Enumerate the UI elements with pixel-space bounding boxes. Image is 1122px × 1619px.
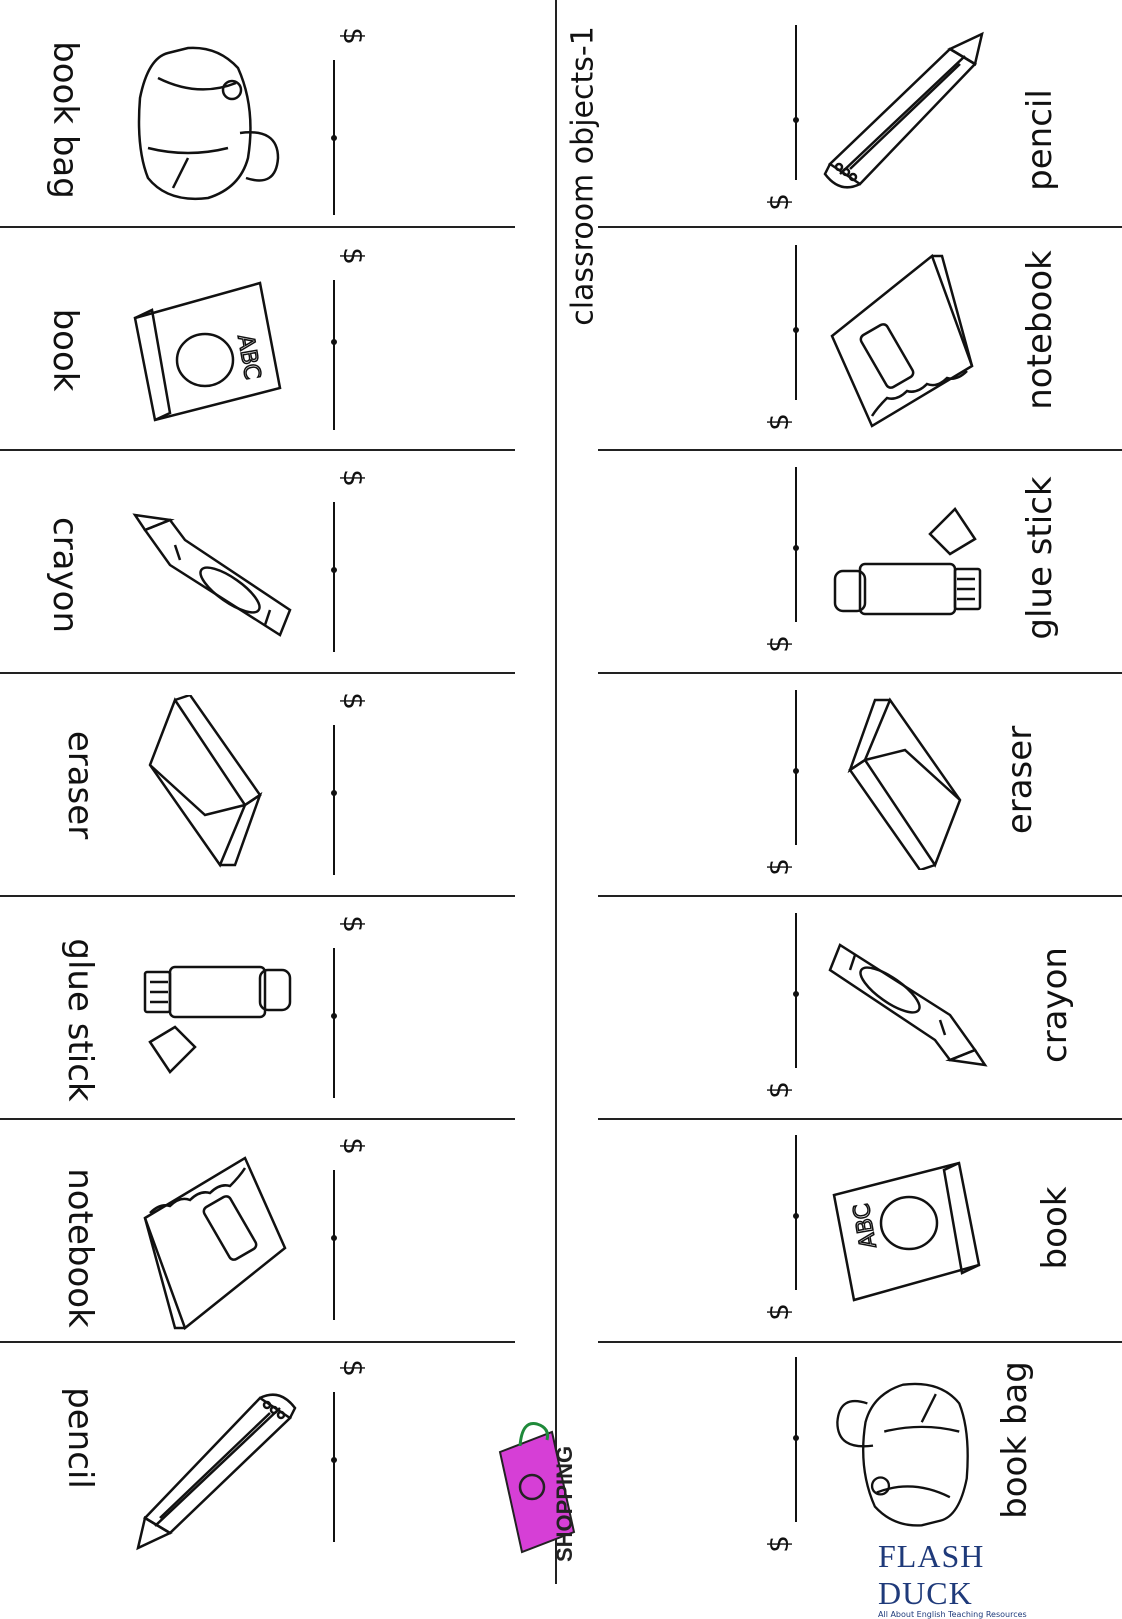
divider bbox=[598, 449, 1122, 451]
brand-logo bbox=[878, 1538, 1078, 1619]
price-tag bbox=[330, 908, 370, 1108]
divider bbox=[598, 1118, 1122, 1120]
price-tag bbox=[760, 1352, 800, 1562]
svg-text:$: $ bbox=[337, 915, 370, 933]
divider bbox=[0, 226, 515, 228]
svg-text:$: $ bbox=[337, 27, 370, 45]
svg-text:$: $ bbox=[337, 1359, 370, 1377]
glue-stick-icon bbox=[140, 962, 300, 1087]
svg-text:$: $ bbox=[762, 1535, 795, 1553]
brand-tagline: All About English Teaching Resources bbox=[878, 1610, 1027, 1619]
price-tag bbox=[760, 685, 800, 885]
price-tag bbox=[330, 240, 370, 440]
divider bbox=[0, 1341, 515, 1343]
backpack-icon bbox=[128, 38, 288, 208]
item-label: pencil bbox=[60, 1387, 100, 1489]
svg-text:$: $ bbox=[762, 1081, 795, 1099]
item-label: crayon bbox=[1035, 947, 1075, 1063]
divider bbox=[598, 226, 1122, 228]
item-label: book bbox=[1035, 1186, 1075, 1270]
item-label: glue stick bbox=[1020, 476, 1060, 640]
crayon-icon bbox=[130, 510, 300, 650]
item-label: book bag bbox=[45, 41, 85, 199]
shopping-bag-logo bbox=[492, 1412, 582, 1564]
price-tag bbox=[330, 1130, 370, 1330]
price-tag bbox=[760, 462, 800, 662]
item-label: book bbox=[45, 308, 85, 392]
pencil-icon bbox=[820, 30, 990, 195]
price-tag bbox=[330, 20, 370, 220]
item-label: notebook bbox=[60, 1168, 100, 1328]
price-tag bbox=[760, 20, 800, 220]
notebook-icon bbox=[822, 246, 982, 436]
svg-text:$: $ bbox=[762, 635, 795, 653]
glue-stick-icon bbox=[825, 495, 985, 620]
eraser-icon bbox=[845, 690, 965, 870]
svg-text:$: $ bbox=[337, 247, 370, 265]
book-icon bbox=[130, 278, 285, 428]
item-label: glue stick bbox=[60, 938, 100, 1102]
svg-text:$: $ bbox=[762, 858, 795, 876]
center-fold-line bbox=[555, 0, 557, 1584]
divider bbox=[0, 449, 515, 451]
divider bbox=[598, 1341, 1122, 1343]
svg-text:$: $ bbox=[337, 692, 370, 710]
shopping-text: SHOPPING bbox=[552, 1445, 577, 1562]
svg-text:$: $ bbox=[762, 413, 795, 431]
svg-text:ABC: ABC bbox=[849, 1201, 882, 1251]
worksheet-title: classroom objects-1 bbox=[565, 26, 601, 326]
item-label: pencil bbox=[1020, 89, 1060, 191]
item-label: eraser bbox=[1000, 725, 1040, 835]
item-label: crayon bbox=[45, 517, 85, 633]
pencil-icon bbox=[130, 1388, 300, 1553]
svg-text:ABC: ABC bbox=[232, 332, 265, 382]
item-label: notebook bbox=[1020, 250, 1060, 410]
price-tag bbox=[760, 240, 800, 440]
item-label: eraser bbox=[60, 730, 100, 840]
svg-text:$: $ bbox=[337, 1137, 370, 1155]
eraser-icon bbox=[145, 695, 265, 875]
divider bbox=[598, 895, 1122, 897]
svg-text:$: $ bbox=[762, 193, 795, 211]
crayon-icon bbox=[820, 930, 990, 1070]
brand-name: FLASH DUCK bbox=[878, 1538, 985, 1611]
price-tag bbox=[760, 1130, 800, 1330]
price-tag bbox=[330, 462, 370, 662]
divider bbox=[0, 672, 515, 674]
price-tag bbox=[330, 1352, 370, 1552]
divider bbox=[598, 672, 1122, 674]
price-tag bbox=[760, 908, 800, 1108]
book-icon bbox=[830, 1155, 985, 1305]
divider bbox=[0, 1118, 515, 1120]
notebook-icon bbox=[135, 1148, 295, 1338]
item-label: book bag bbox=[995, 1361, 1035, 1519]
svg-text:$: $ bbox=[337, 469, 370, 487]
divider bbox=[0, 895, 515, 897]
svg-text:$: $ bbox=[762, 1303, 795, 1321]
price-tag bbox=[330, 685, 370, 885]
backpack-icon bbox=[828, 1370, 978, 1540]
